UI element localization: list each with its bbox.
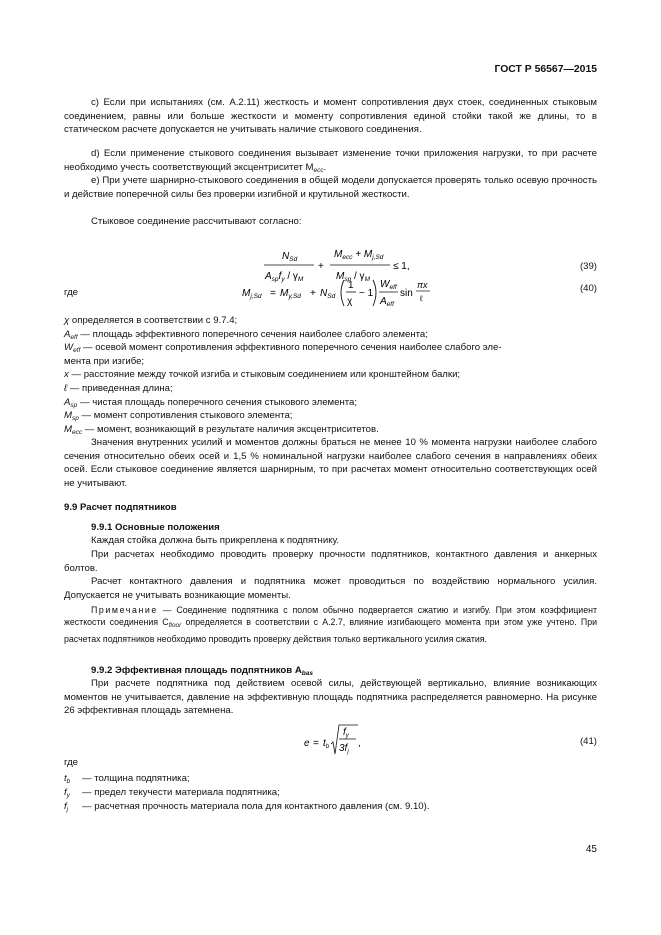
where-label-2: где	[64, 757, 79, 768]
def-w-eff-cont: мента при изгибе;	[64, 355, 145, 367]
eq41-fy: $f_y$	[343, 727, 349, 739]
def-w-eff: $W_{eff}$ — осевой момент сопротивления эффективного поперечного сечения наиболее слабого эле-	[64, 342, 502, 355]
definitions-list	[64, 314, 597, 436]
eq40-pix: πx	[417, 280, 428, 290]
equation-40-number: (40)	[579, 283, 597, 294]
def-m-sp: $M_{sp}$ — момент сопротивления стыкового элемента;	[64, 410, 293, 423]
eq40-a: $A_{eff}$	[380, 296, 394, 308]
paragraph-values: Значения внутренних усилий и моментов должны браться не менее 10 % момента нагрузки наиболее слабого сечения относительно обеих осей и 1,5 % номинальной нагрузки наиболее слабого сечения в направлениях обеих осей. Если стыковое соединение является шарнирным, то при расчетах момент относительно соответствующих осей не учитывают.	[64, 437, 597, 489]
def-fj: $f_j$ — расчетная прочность материала пола для контактного давления (см. 9.10).	[64, 801, 430, 813]
paragraph-p1: Каждая стойка должна быть прикреплена к подпятнику.	[91, 535, 340, 546]
equation-41	[300, 720, 370, 760]
eq40-one: 1	[348, 280, 354, 291]
paragraph-p2: При расчетах необходимо проводить проверку прочности подпятников, контактного давления и анкерных болтов.	[64, 549, 597, 574]
eq39-rel: ≤ 1,	[393, 261, 410, 272]
eq40-w: $W_{eff}$	[380, 279, 397, 291]
document-header: ГОСТ Р 56567—2015	[494, 64, 597, 75]
heading-9-9-1: 9.9.1 Основные положения	[91, 522, 220, 533]
calc-intro: Стыковое соединение рассчитывают согласно:	[91, 216, 302, 227]
where-label-1: где	[64, 287, 79, 298]
eq40-n: $N_{Sd}$	[320, 288, 336, 300]
eq40-chi: χ	[347, 296, 353, 307]
paragraph-p4: При расчете подпятника под действием осевой силы, действующей вертикально, влияние возникающих моментов не учитывается, давление на эффективную площадь подпятника распределяется равномерно. На рисунке 26 эффективная площадь затемнена.	[64, 678, 597, 717]
equation-41-number: (41)	[579, 736, 597, 747]
eq40-eq: =	[270, 288, 276, 299]
eq39-den1: $A_{sp}f_y / \gamma_M$	[265, 271, 304, 283]
eq40-sin: sin	[400, 288, 413, 299]
eq41-3fj: $3f_j$	[339, 743, 349, 755]
equation-39-number: (39)	[579, 261, 597, 272]
def-a-sp: $A_{sp}$ — чистая площадь поперечного сечения стыкового элемента;	[64, 396, 358, 409]
paragraph-d: d) Если применение стыкового соединения вызывает изменение точки приложения нагрузки, то при расчете необходимо учесть соответствующий эксцентриситет $M_{ecc}$.	[64, 148, 597, 174]
def-chi: χ определяется в соответствии с 9.7.4;	[64, 315, 238, 326]
paragraph-e: е) При учете шарнирно-стыкового соединения в общей модели допускается проверять только осевую прочность и действие поперечной силы без проверки изгибной и крутильной жесткости.	[64, 175, 597, 200]
eq41-comma: ,	[358, 738, 361, 749]
eq41-e: e	[304, 738, 310, 749]
def-a-eff: $A_{eff}$ — площадь эффективного поперечного сечения наиболее слабого элемента;	[64, 328, 428, 341]
def-m-ecc: $M_{ecc}$ — момент, возникающий в результате наличия эксцентриситетов.	[64, 423, 379, 436]
eq39-den2: $M_{sp} / \gamma_M$	[336, 271, 370, 283]
def-ell: ℓ — приведенная длина;	[64, 382, 173, 394]
note-block: Примечание — Соединение подпятника с полом обычно подвергается сжатию и изгибу. При этом коэффициент жесткости соединения $C_{floor}$ определяется в соответствии с А.2.7, влияние изгибающего момента при этом уже учтено. При расчетах подпятников необходимо проводить проверку действия только вертикального усилия сжатия.	[64, 605, 597, 644]
eq40-m: $M_{y,Sd}$	[280, 288, 301, 300]
eq40-ell: ℓ	[420, 294, 423, 303]
note-label: Примечание	[91, 605, 158, 615]
heading-9-9-2: 9.9.2 Эффективная площадь подпятников $A_{bas}$	[91, 665, 313, 677]
eq40-paren-right	[373, 280, 376, 306]
def-x: x — расстояние между точкой изгиба и стыковым соединением или кронштейном балки;	[64, 369, 461, 381]
paragraph-p3: Расчет контактного давления и подпятника может проводиться по воздействию нормального усилия. Допускается не учитывать возникающие моменты.	[64, 576, 597, 601]
heading-9-9: 9.9 Расчет подпятников	[64, 502, 177, 513]
eq40-plus: +	[310, 288, 316, 299]
eq40-paren-left	[341, 280, 344, 306]
eq41-eq: =	[313, 738, 319, 749]
equation-40	[236, 274, 436, 314]
eq39-num2: $M_{ecc} + M_{j,Sd}$	[334, 249, 384, 261]
def-fy: $f_y$ — предел текучести материала подпятника;	[64, 787, 280, 799]
def-tb: $t_b$ — толщина подпятника;	[64, 773, 190, 785]
eq39-plus: +	[318, 261, 324, 272]
eq40-lhs: $M_{j,Sd}$	[242, 288, 262, 300]
eq40-minus: − 1	[359, 288, 374, 299]
eq39-num1: $N_{Sd}$	[282, 251, 298, 263]
page-number: 45	[585, 844, 597, 855]
paragraph-c: c) Если при испытаниях (см. А.2.11) жесткость и момент сопротивления двух стоек, соединенных стыковым соединением, равны или больше жесткости и моменту сопротивления единой стойки такой же длины, то в статическом расчете допускается не учитывать наличие стыкового соединения.	[64, 97, 597, 136]
eq41-t: $t_b$	[323, 738, 330, 750]
